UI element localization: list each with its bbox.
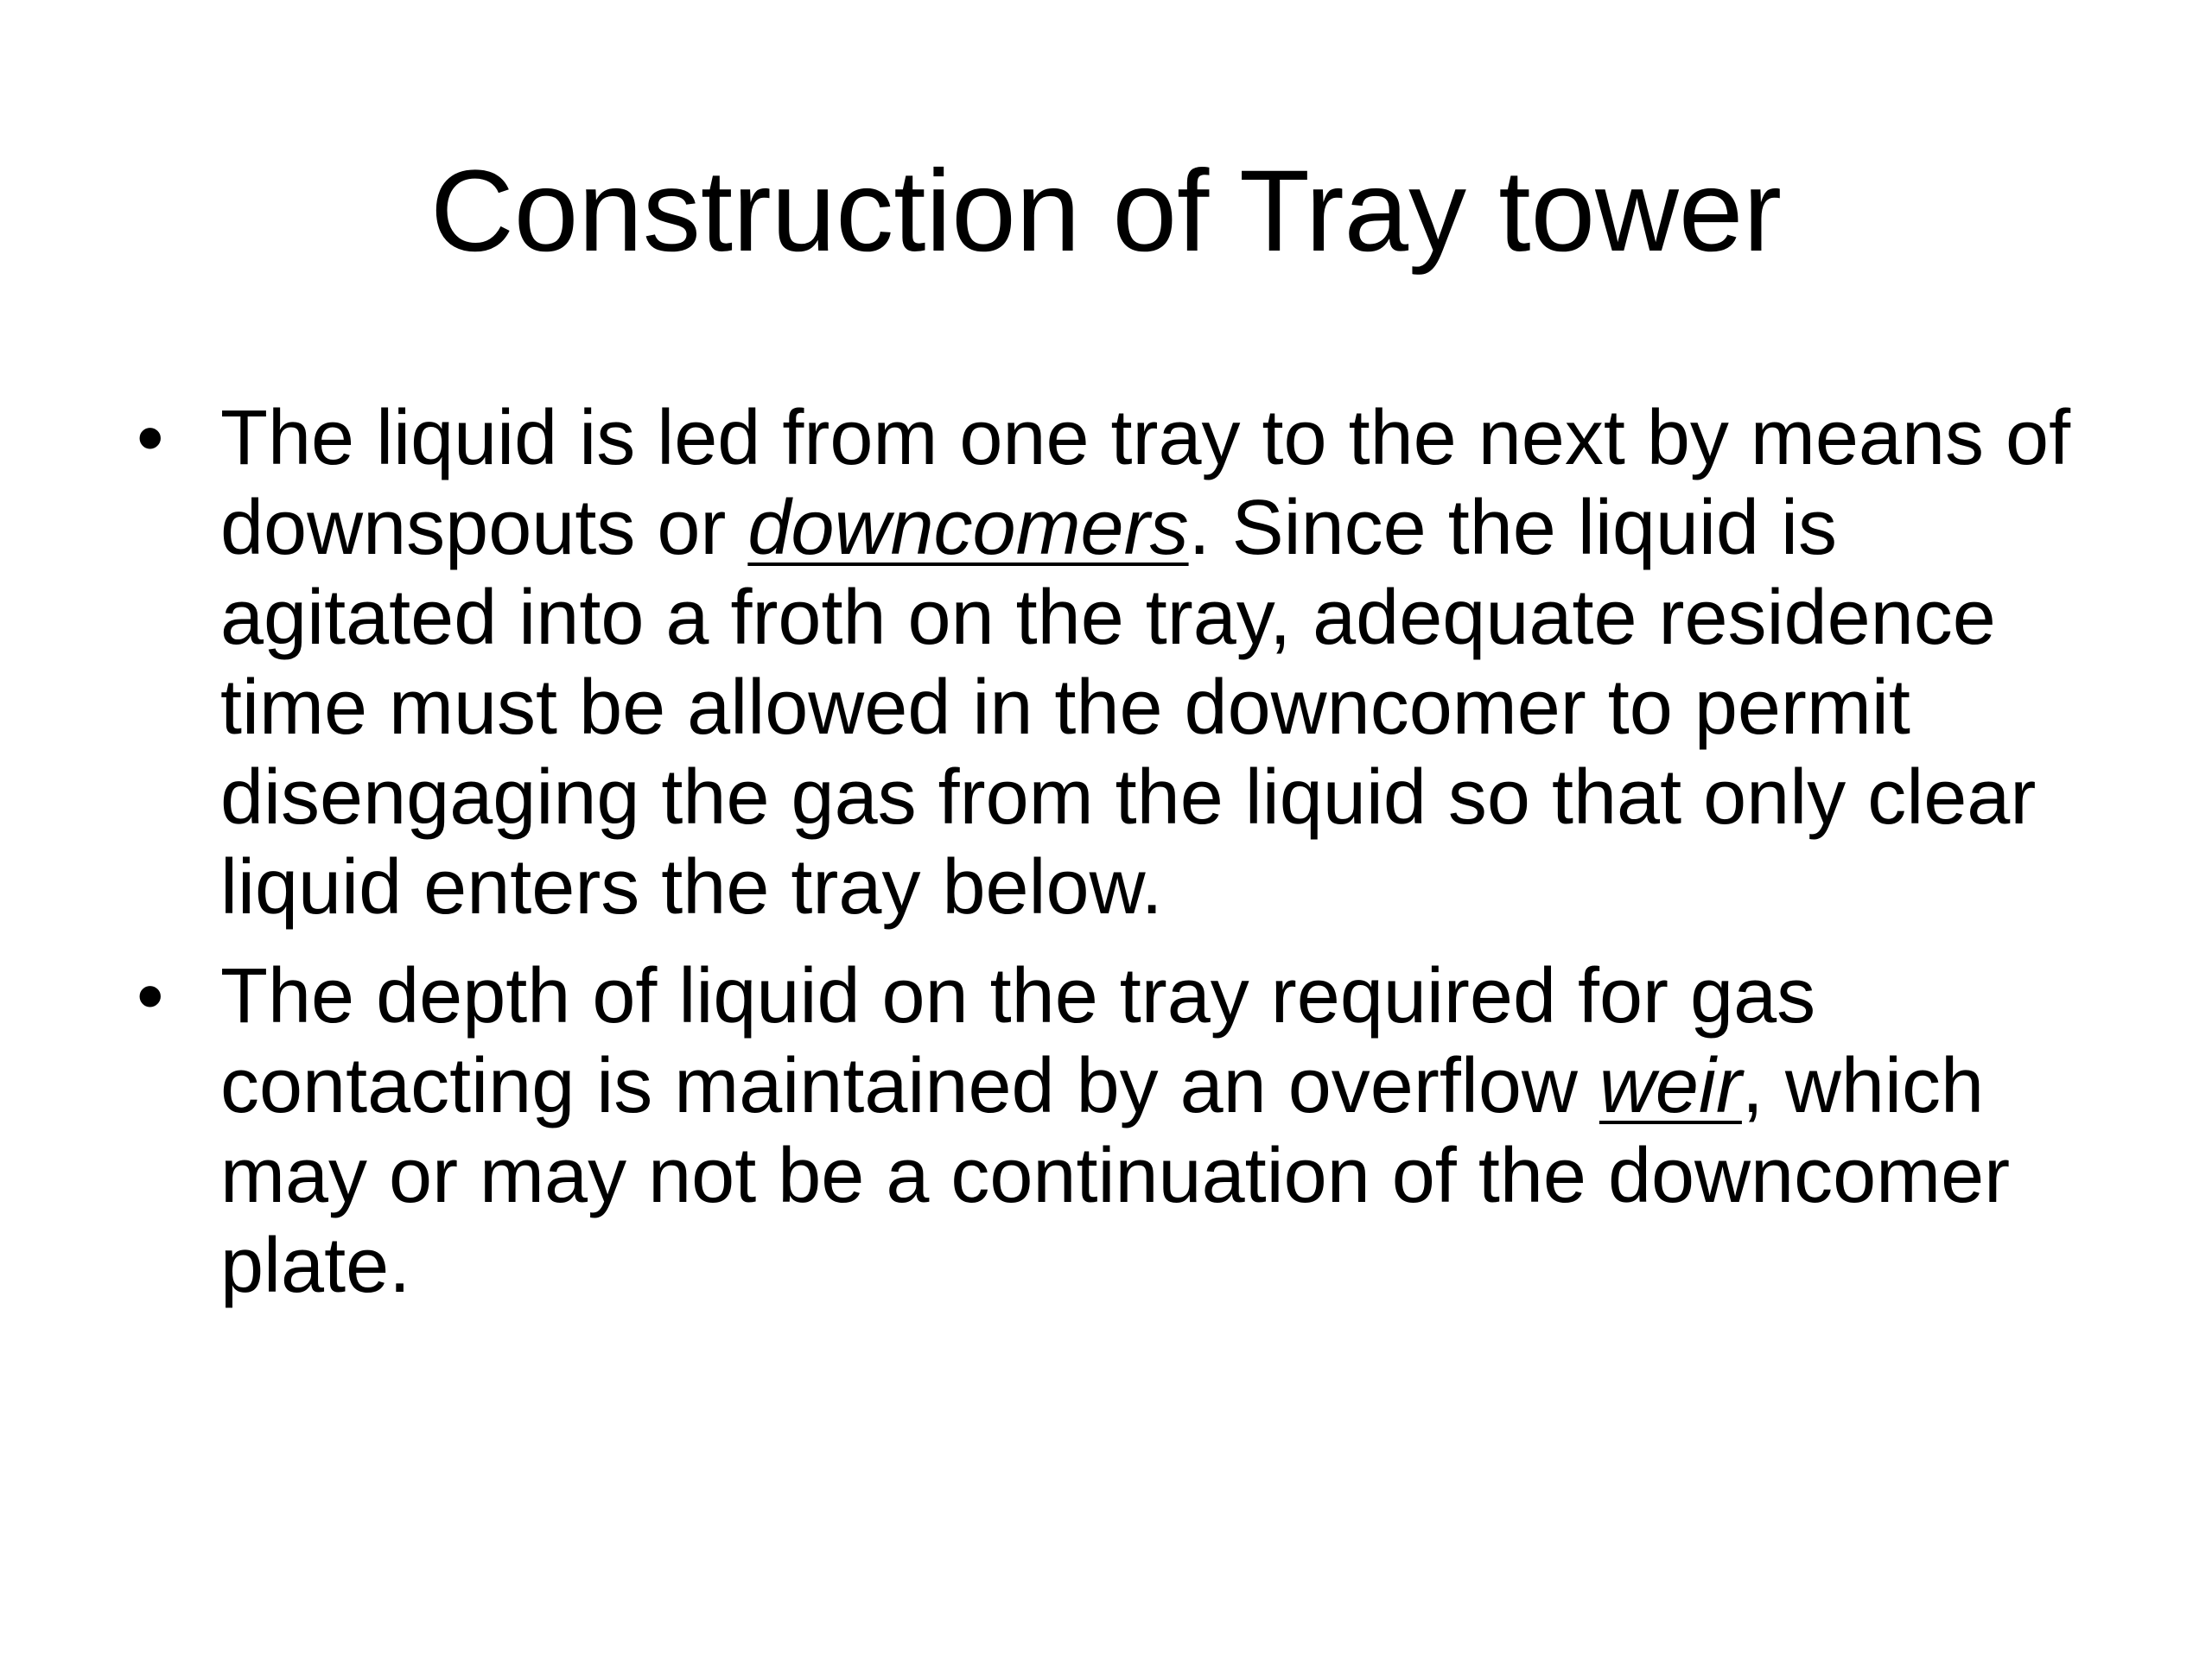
bullet-list xyxy=(130,393,2108,1330)
bullet-dot-icon: • xyxy=(137,395,164,481)
slide-title: Construction of Tray tower xyxy=(430,147,1782,276)
bullet-item-weir xyxy=(130,951,2108,1311)
term-weir: weir xyxy=(1599,1043,1742,1129)
bullet-text-after: , which may or may not be a continuation of the downcomer plate. xyxy=(220,1043,2011,1309)
bullet-dot-icon: • xyxy=(137,953,164,1039)
term-downcomers: downcomers xyxy=(747,485,1189,571)
bullet-text-before: The depth of liquid on the tray required for gas contacting is maintained by an overflow xyxy=(220,953,1816,1129)
bullet-text-after: . Since the liquid is agitated into a froth on the tray, adequate residence time must be allowed in the downcomer to permit disengaging the gas from the liquid so that only clear liquid enters the tray below. xyxy=(220,485,2037,931)
bullet-item-downcomers xyxy=(130,393,2108,932)
bullet-text-before: The liquid is led from one tray to the next by means of downspouts or xyxy=(220,395,2071,571)
